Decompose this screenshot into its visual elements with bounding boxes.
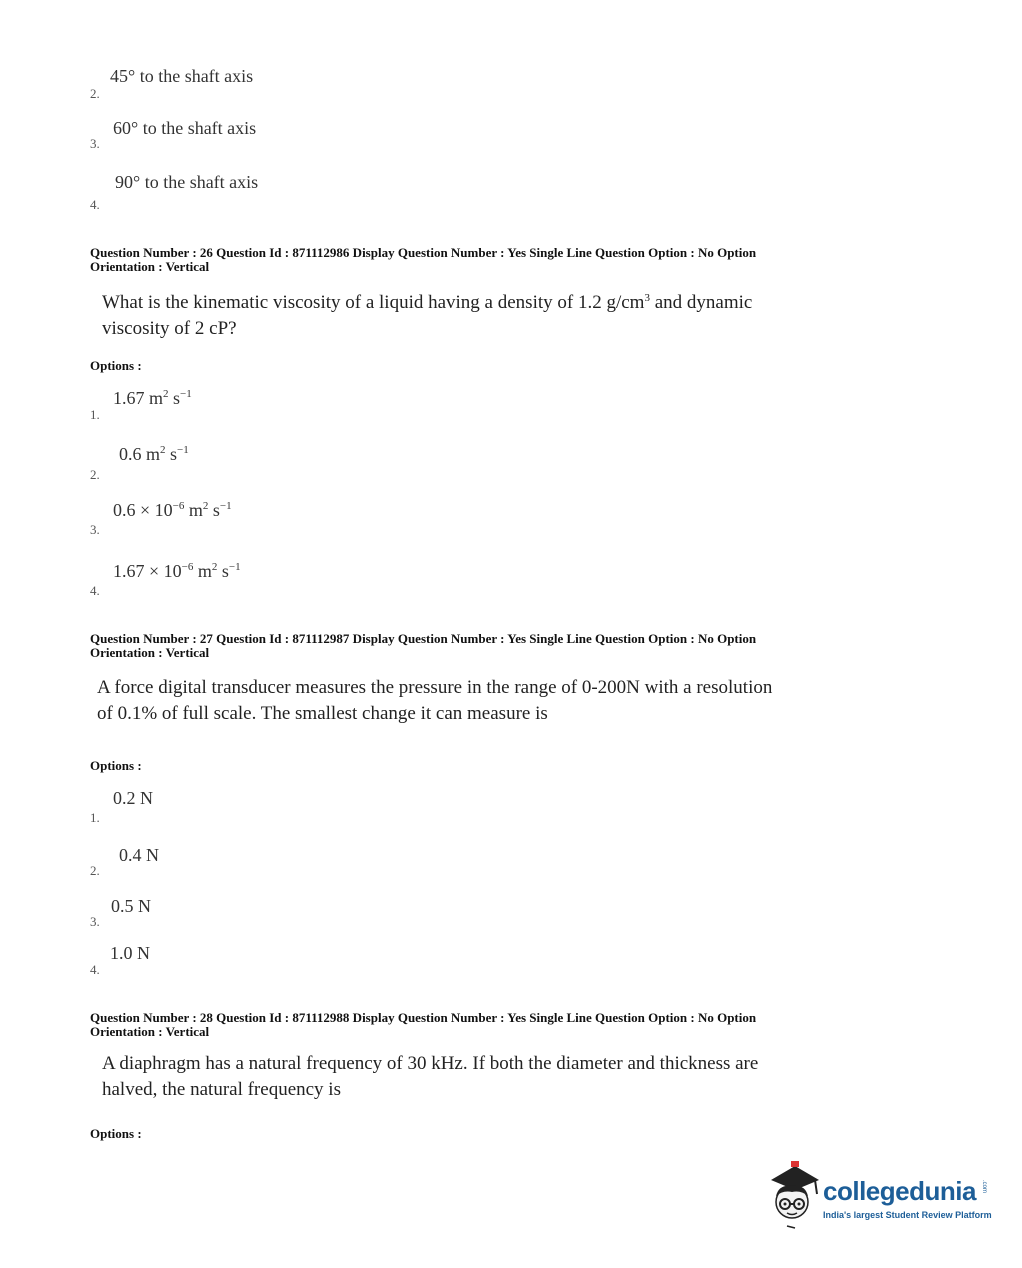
prev-option-2-text: 45° to the shaft axis [110,66,254,86]
question-28-meta-line2: Orientation : Vertical [90,1024,210,1039]
question-26-option-1-text: 1.67 $m^2$ $s^{-1}$ [113,388,192,408]
prev-option-3-number: 3. [90,136,100,151]
question-27-option-1-number: 1. [90,810,100,825]
collegedunia-logo[interactable] [765,1160,995,1230]
question-26-option-4-text: $1.67 \times 10^{-6}$ $m^2$ $s^{-1}$ [113,561,241,581]
prev-option-4-number: 4. [90,197,100,212]
question-27-option-4-number: 4. [90,962,100,977]
question-28-line1: A diaphragm has a natural frequency of 30 kHz. If both the diameter and thickness are [102,1053,759,1074]
question-27-line1: A force digital transducer measures the pressure in the range of 0-200N with a resolution [97,677,773,698]
mascot-graduate-icon [765,1160,825,1230]
question-27-option-3-text: 0.5 N [111,896,151,916]
prev-option-2-number: 2. [90,86,100,101]
logo-tagline: India's largest Student Review Platform [823,1210,992,1220]
question-26-line1: What is the kinematic viscosity of a liquid having a density of 1.2 $g/cm^3$ and dynamic [102,292,753,313]
question-28-line2: halved, the natural frequency is [102,1079,341,1100]
question-27-option-2-number: 2. [90,863,100,878]
question-26-line2: viscosity of 2 cP? [102,318,237,339]
question-27-line2: of 0.1% of full scale. The smallest change it can measure is [97,703,548,724]
question-28-meta-line1: Question Number : 28 Question Id : 871112988 Display Question Number : Yes Single Line Question Option : No Option [90,1010,757,1025]
question-27-option-2-text: 0.4 N [119,845,159,865]
question-26-option-3-text: $0.6 \times 10^{-6}$ $m^2$ $s^{-1}$ [113,500,232,520]
logo-com-suffix: .com [981,1180,987,1194]
question-26-option-1-number: 1. [90,407,100,422]
question-28-text [102,1051,902,1103]
question-27-text [97,675,917,727]
question-27-meta-line1: Question Number : 27 Question Id : 871112987 Display Question Number : Yes Single Line Question Option : No Option [90,631,757,646]
question-27-meta [90,632,870,660]
question-27-options-label: Options : [90,758,142,773]
logo-wordmark: collegedunia [823,1176,976,1206]
question-26-option-2-text: 0.6 $m^2$ $s^{-1}$ [119,444,189,464]
question-26-meta-line2: Orientation : Vertical [90,259,210,274]
question-26-meta-line1: Question Number : 26 Question Id : 871112986 Display Question Number : Yes Single Line Question Option : No Option [90,245,757,260]
question-26-option-3-number: 3. [90,522,100,537]
question-27-option-3-number: 3. [90,914,100,929]
question-26-meta [90,246,870,274]
question-27-meta-line2: Orientation : Vertical [90,645,210,660]
question-26-option-2-number: 2. [90,467,100,482]
question-26-option-4-number: 4. [90,583,100,598]
question-28-options-label: Options : [90,1126,142,1141]
prev-option-4-text: 90° to the shaft axis [115,172,259,192]
prev-option-3-text: 60° to the shaft axis [113,118,257,138]
question-26-options-label: Options : [90,358,142,373]
question-28-meta [90,1011,870,1039]
question-27-option-1-text: 0.2 N [113,788,153,808]
question-26-text [102,290,892,342]
question-27-option-4-text: 1.0 N [110,943,150,963]
